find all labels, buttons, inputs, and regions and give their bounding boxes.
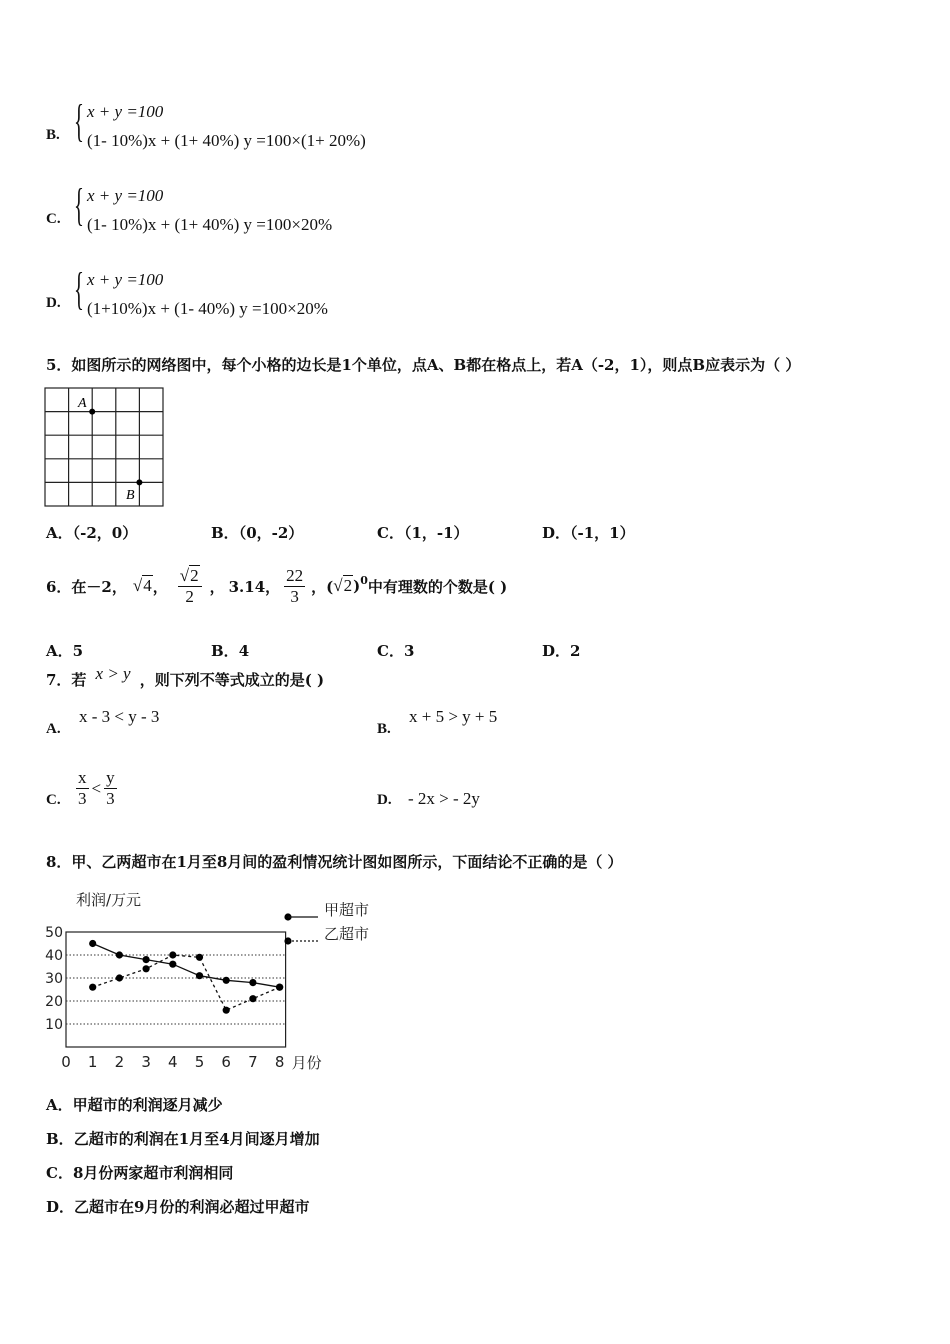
plot-frame — [66, 932, 286, 1047]
x-tick-label: 6 — [221, 1053, 231, 1071]
option-label: D. — [46, 295, 61, 311]
equation-1: x + y =100 — [87, 102, 164, 121]
data-point — [276, 984, 283, 991]
data-point — [169, 951, 176, 958]
data-point — [223, 977, 230, 984]
option-label: C. — [46, 211, 61, 227]
x-tick-label: 0 — [61, 1053, 71, 1071]
data-point — [116, 951, 123, 958]
option-a: A．（-2，0） — [46, 524, 138, 542]
data-point — [143, 956, 150, 963]
legend-label: 甲超市 — [324, 901, 370, 919]
option-c: C．3 — [377, 642, 415, 660]
data-point — [223, 1007, 230, 1014]
data-point — [196, 972, 203, 979]
option-a: A．甲超市的利润逐月减少 — [46, 1096, 223, 1114]
profit-line-chart — [40, 885, 400, 1075]
data-point — [196, 954, 203, 961]
grid-figure — [44, 387, 168, 511]
option-d: D．乙超市在9月份的利润必超过甲超市 — [46, 1198, 310, 1216]
data-point — [249, 995, 256, 1002]
q7-option-a-label: A. — [46, 721, 61, 737]
equation-1: x + y =100 — [87, 270, 164, 289]
q6-suffix: 中有理数的个数是( ) — [367, 577, 508, 596]
x-tick-label: 2 — [114, 1053, 125, 1071]
x-axis-label: 月份 — [291, 1054, 322, 1072]
q7-option-c-label: C. — [46, 792, 61, 808]
option-label: B. — [46, 127, 60, 143]
option-b: B．4 — [211, 642, 250, 660]
q7-option-b-expr: x + 5 > y + 5 — [409, 707, 498, 726]
data-point — [143, 965, 150, 972]
y-tick-label: 10 — [45, 1017, 63, 1033]
y-tick-label: 30 — [45, 971, 63, 987]
equation-2: (1- 10%)x + (1+ 40%) y =100×(1+ 20%) — [87, 131, 366, 150]
data-point — [89, 984, 96, 991]
q7-option-d-label: D. — [377, 792, 392, 808]
sqrt-2-zero-power: √2 — [333, 576, 353, 595]
y-tick-label: 40 — [45, 948, 63, 964]
option-b: B．（0，-2） — [211, 524, 304, 542]
q6-value-314: 3.14， — [228, 577, 281, 596]
equation-2: (1- 10%)x + (1+ 40%) y =100×20% — [87, 215, 333, 234]
x-tick-label: 3 — [141, 1053, 151, 1071]
fraction-sqrt2-over-2: $\frac{√2}{2}$ — [178, 566, 202, 607]
sqrt-4: √4 — [132, 576, 152, 595]
data-point — [116, 974, 123, 981]
option-b: B．乙超市的利润在1月至4月间逐月增加 — [46, 1130, 320, 1148]
x-tick-label: 1 — [87, 1053, 98, 1071]
q7-option-b-label: B. — [377, 721, 391, 737]
q6-prefix: 6．在－2， — [46, 577, 127, 596]
x-tick-label: 5 — [194, 1053, 205, 1071]
question-7-text: 7．若 x > y ，则下列不等式成立的是( ) — [46, 664, 325, 689]
q7-option-d-expr: - 2x > - 2y — [408, 789, 480, 808]
y-tick-label: 50 — [45, 925, 63, 941]
y-tick-label: 20 — [45, 994, 63, 1010]
point-a-dot — [89, 409, 95, 415]
question-8-text: 8．甲、乙两超市在1月至8月间的盈利情况统计图如图所示，下面结论不正确的是（ ） — [46, 853, 623, 871]
q7-option-c-expr: $\frac{x}{3}$ < $\frac{y}{3}$ — [78, 768, 115, 808]
data-point — [249, 979, 256, 986]
x-tick-label: 8 — [274, 1053, 285, 1071]
data-point — [89, 940, 96, 947]
option-c: C．8月份两家超市利润相同 — [46, 1164, 234, 1182]
zero-exponent: 0 — [360, 573, 368, 587]
option-d: D．2 — [542, 642, 581, 660]
data-point — [169, 961, 176, 968]
equation-1: x + y =100 — [87, 186, 164, 205]
legend-label: 乙超市 — [324, 925, 370, 943]
equation-2: (1+10%)x + (1- 40%) y =100×20% — [87, 299, 328, 318]
point-b-dot — [136, 479, 142, 485]
point-b-label: B — [126, 488, 135, 503]
q7-condition: x > y — [95, 664, 131, 683]
fraction-22-over-3: $\frac{22}{3}$ — [286, 565, 304, 606]
option-a: A．5 — [46, 642, 84, 660]
point-a-label: A — [78, 396, 87, 411]
question-5-text: 5．如图所示的网络图中，每个小格的边长是1个单位，点A、B都在格点上，若A（-2，1），则点B应表示为（ ） — [46, 356, 801, 374]
brace: { — [74, 95, 84, 146]
x-tick-label: 4 — [168, 1053, 178, 1071]
option-c: C．（1，-1） — [377, 524, 469, 542]
brace: { — [74, 179, 84, 230]
question-6-text: 6．在－2， √4 ， $\frac{√2}{2}$ ， 3.14， $\frac{22}{3}$ ，( √2 ) $^0$ 中有理数的个数是( ) — [46, 565, 508, 606]
grid-lines — [45, 388, 163, 506]
q7-option-a-expr: x - 3 < y - 3 — [79, 707, 160, 726]
option-d: D．（-1，1） — [542, 524, 635, 542]
x-tick-label: 7 — [248, 1053, 258, 1071]
brace: { — [74, 263, 84, 314]
y-axis-label: 利润/万元 — [76, 891, 142, 909]
